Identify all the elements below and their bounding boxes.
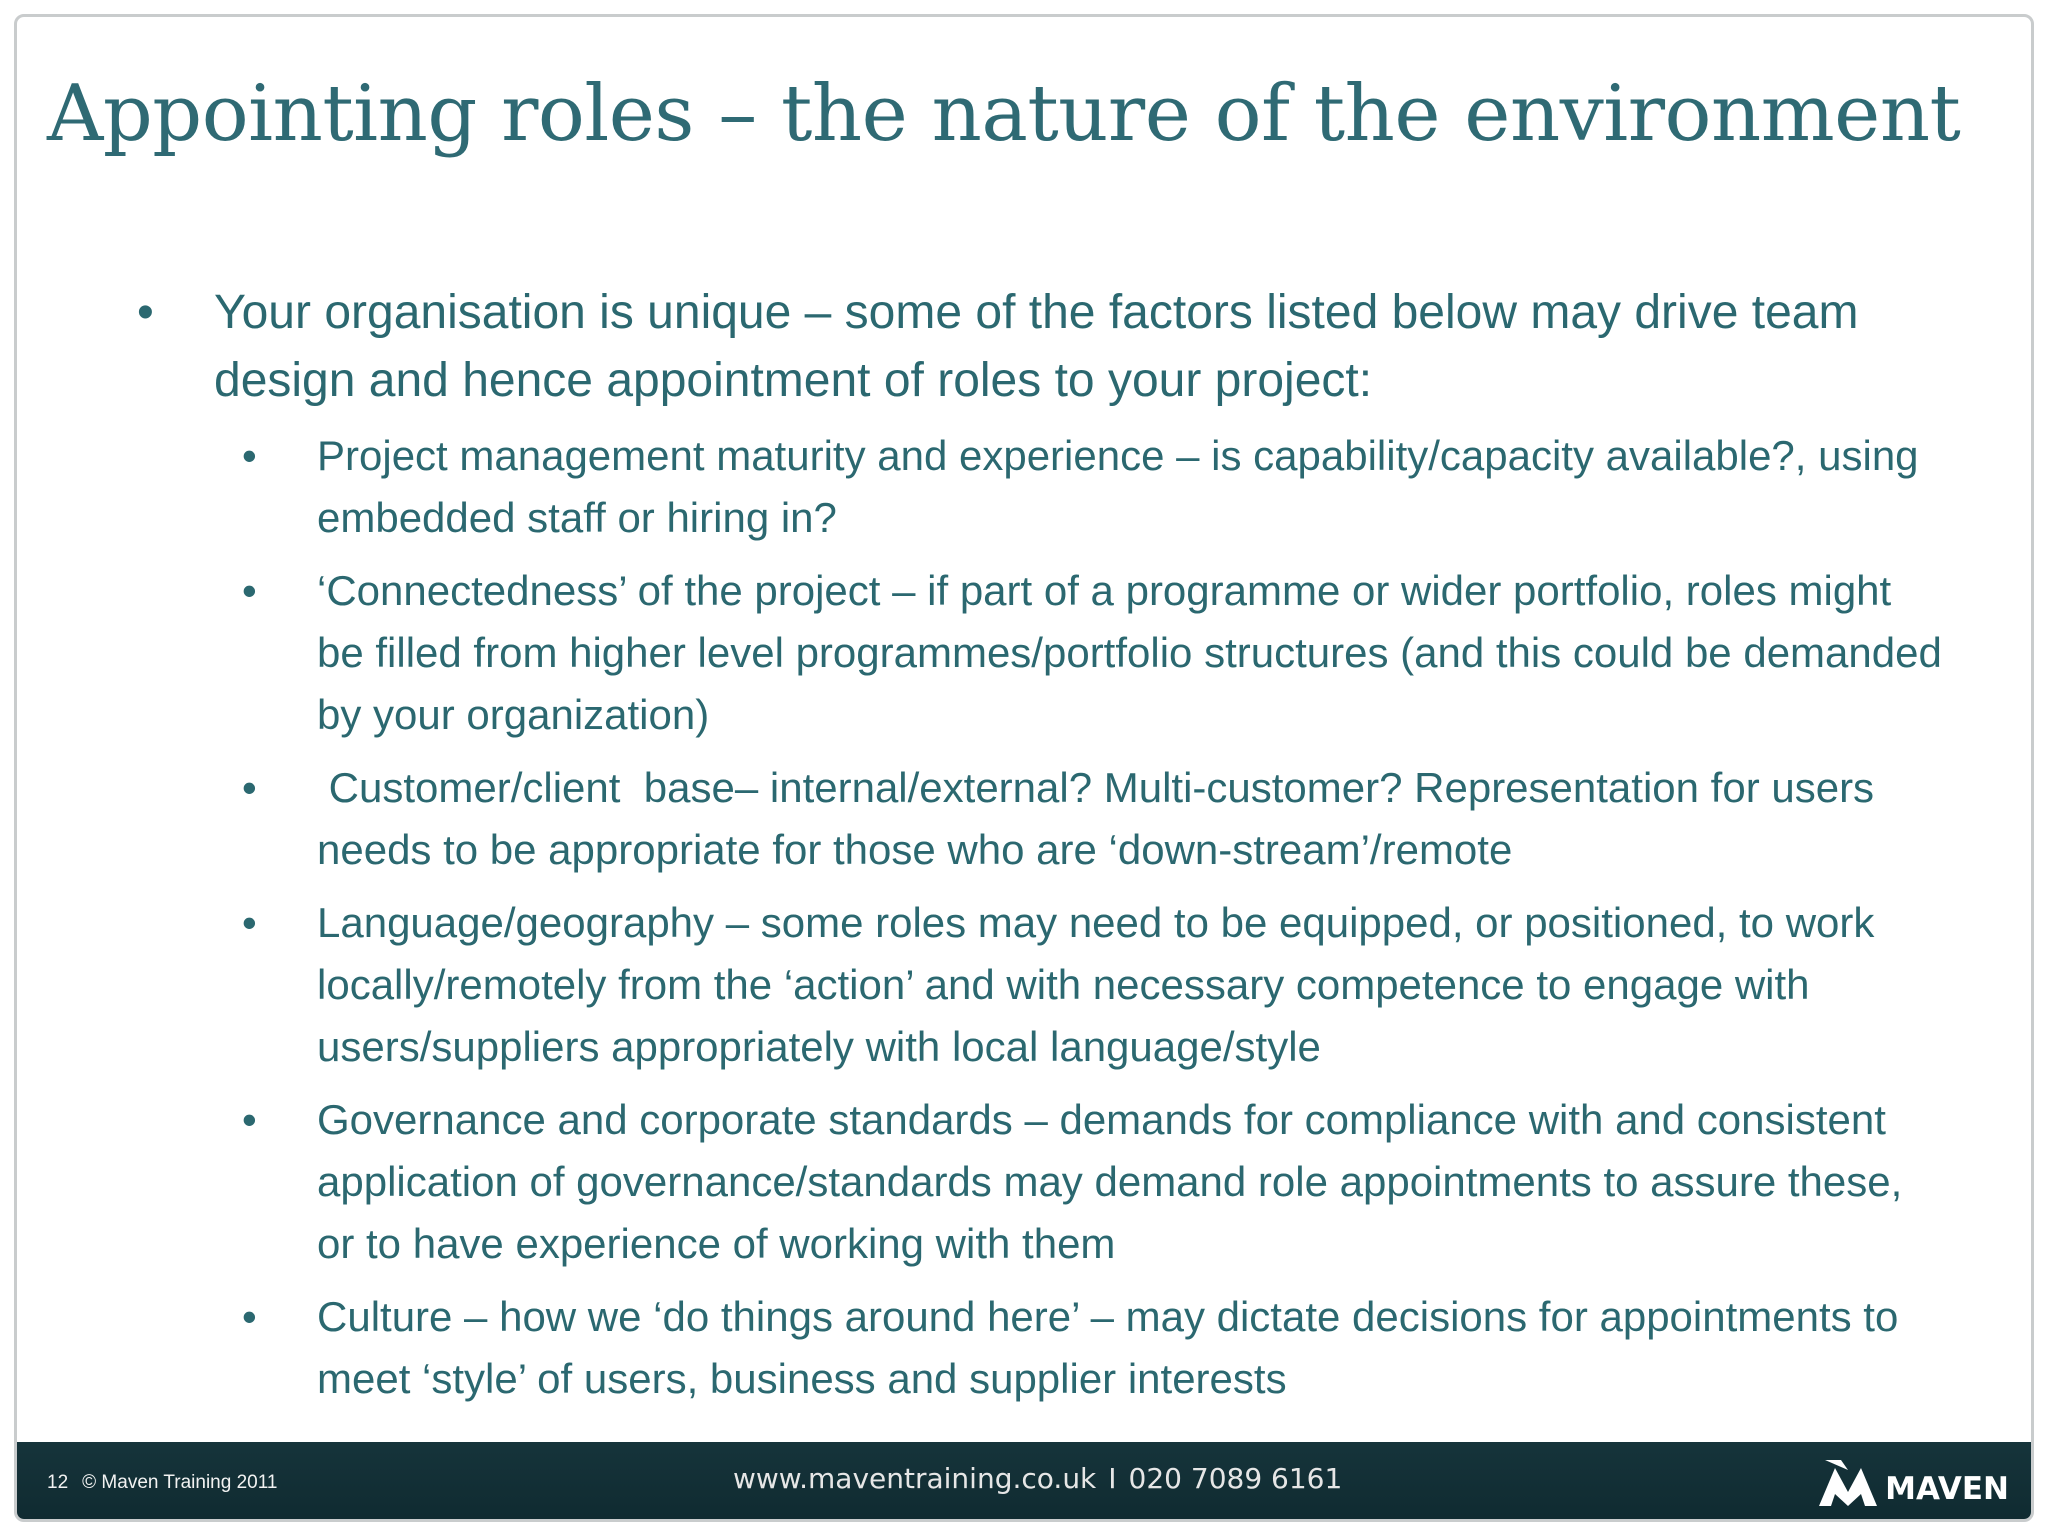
footer-separator: I (1108, 1462, 1117, 1495)
sub-bullet-list (127, 425, 1947, 1410)
sub-bullet-text: Governance and corporate standards – demands for compliance with and consistent application of governance/standards may demand role appointments to assure these, or to have experience of working with them (317, 1096, 1903, 1267)
bullet-marker: • (242, 1293, 257, 1340)
sub-bullet-text: Customer/client base– internal/external? Multi-customer? Representation for users needs to be appropriate for those who are ‘down-stream’/remote (317, 764, 1886, 873)
sub-bullet-item (127, 757, 1947, 881)
bullet-marker: • (242, 764, 257, 811)
sub-bullet-item (127, 560, 1947, 746)
bullet-marker: • (242, 432, 257, 479)
bullet-marker: • (242, 899, 257, 946)
phone-text: 020 7089 6161 (1128, 1462, 1343, 1495)
bullet-marker: • (242, 567, 257, 614)
slide-number: 12 (47, 1472, 69, 1493)
website-text: www.maventraining.co.uk (733, 1462, 1097, 1495)
footer-left (47, 1472, 277, 1494)
sub-bullet-text: Culture – how we ‘do things around here’ – may dictate decisions for appointments to meet ‘style’ of users, business and supplier interests (317, 1293, 1899, 1402)
slide-content (127, 279, 1947, 1421)
sub-bullet-item (127, 1089, 1947, 1275)
slide-title: Appointing roles – the nature of the environment (47, 69, 1961, 159)
bullet-marker: • (137, 286, 154, 339)
main-bullet-text: Your organisation is unique – some of the factors listed below may drive team design and hence appointment of roles to your project: (214, 286, 1859, 407)
slide (14, 14, 2034, 1522)
copyright-text: © Maven Training 2011 (82, 1472, 278, 1493)
footer-bar (17, 1442, 2031, 1522)
sub-bullet-item (127, 1286, 1947, 1410)
sub-bullet-text: Project management maturity and experience – is capability/capacity available?, using embedded staff or hiring in? (317, 432, 1919, 541)
maven-logo (1819, 1460, 2009, 1506)
maven-m-logo-icon (1819, 1460, 1877, 1506)
bullet-marker: • (242, 1096, 257, 1143)
sub-bullet-text: ‘Connectedness’ of the project – if part of a programme or wider portfolio, roles might be filled from higher level programmes/portfolio structures (and this could be demanded by your organization) (317, 567, 1942, 738)
sub-bullet-item (127, 892, 1947, 1078)
main-bullet (127, 279, 1947, 415)
sub-bullet-text: Language/geography – some roles may need to be equipped, or positioned, to work locally/remotely from the ‘action’ and with necessary competence to engage with users/suppliers appropriately with local language/style (317, 899, 1875, 1070)
logo-text: MAVEN (1885, 1471, 2009, 1507)
footer-contact (733, 1462, 1342, 1495)
sub-bullet-item (127, 425, 1947, 549)
